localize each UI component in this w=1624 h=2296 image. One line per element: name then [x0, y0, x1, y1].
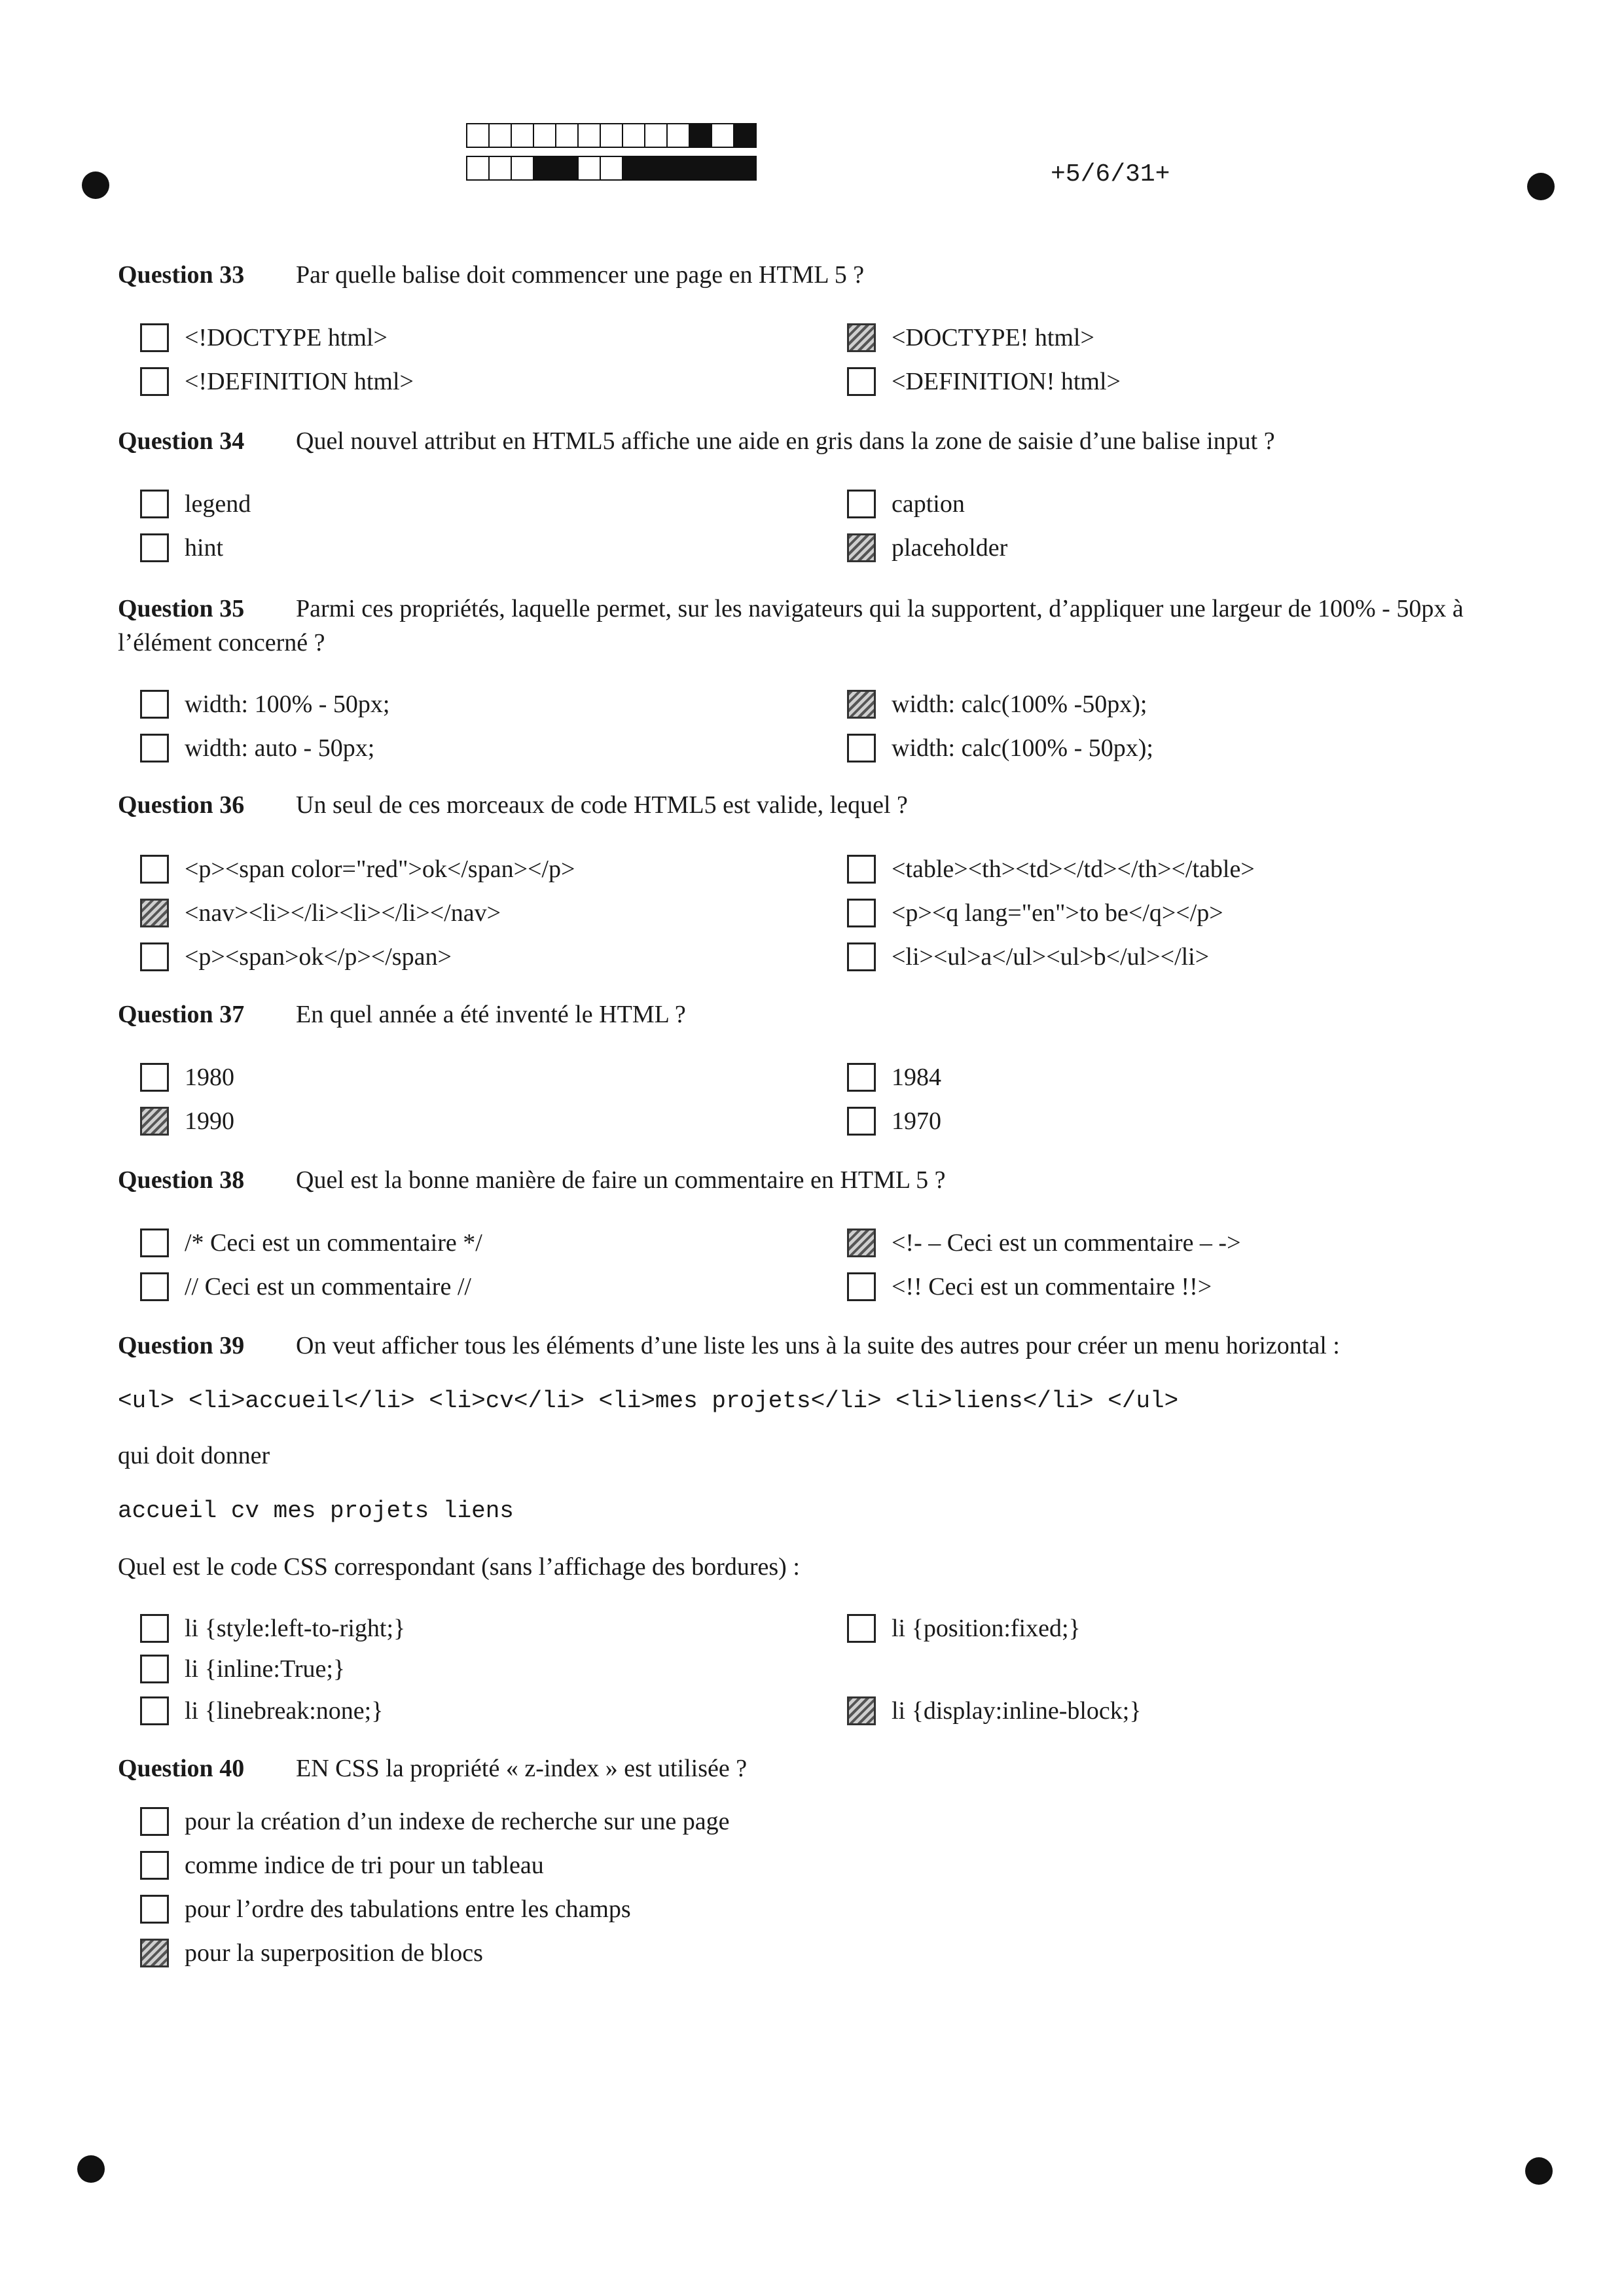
question-text: Un seul de ces morceaux de code HTML5 est valide, lequel ? [296, 791, 908, 819]
checkbox[interactable] [140, 734, 169, 762]
checkbox[interactable] [847, 1614, 876, 1643]
barcode-cell [601, 123, 623, 148]
checkbox[interactable] [140, 1696, 169, 1725]
barcode-cell [690, 156, 712, 181]
option-label: legend [185, 490, 251, 518]
q35-option-4[interactable] [847, 734, 1153, 762]
barcode-cell [466, 123, 490, 148]
barcode-cell [623, 156, 645, 181]
option-label: // Ceci est un commentaire // [185, 1273, 471, 1300]
follow-up-question: Quel est le code CSS correspondant (sans l’affichage des bordures) : [118, 1553, 800, 1581]
checkbox[interactable] [140, 1655, 169, 1683]
q33-option-4[interactable] [847, 367, 1121, 396]
option-label: li {inline:True;} [185, 1655, 346, 1683]
barcode-cell [490, 123, 512, 148]
q38-option-4[interactable] [847, 1272, 1212, 1301]
checkbox[interactable] [140, 367, 169, 396]
checkbox[interactable] [847, 690, 876, 719]
registration-mark-top-right [1527, 173, 1555, 200]
option-label: width: auto - 50px; [185, 734, 375, 762]
question-text: Parmi ces propriétés, laquelle permet, sur les navigateurs qui la supportent, d’appliquer une largeur de 100% - 50px à l’élément concerné ? [118, 595, 1464, 656]
checkbox[interactable] [140, 1851, 169, 1880]
option-label: <!DEFINITION html> [185, 368, 414, 395]
barcode-cell [579, 123, 601, 148]
option-label: <!DOCTYPE html> [185, 324, 388, 351]
option-label: li {linebreak:none;} [185, 1697, 384, 1725]
checkbox[interactable] [847, 490, 876, 518]
question-number: Question 40 [118, 1755, 245, 1782]
checkbox[interactable] [847, 1272, 876, 1301]
q40-option-2[interactable] [140, 1851, 544, 1880]
q38-option-2[interactable] [847, 1229, 1241, 1257]
q34-option-1[interactable] [140, 490, 251, 518]
question-35-header [118, 592, 1519, 660]
registration-mark-bottom-right [1525, 2157, 1553, 2185]
q36-option-5[interactable] [140, 942, 452, 971]
option-label: pour l’ordre des tabulations entre les champs [185, 1895, 631, 1923]
q34-option-4[interactable] [847, 533, 1007, 562]
option-label: 1980 [185, 1064, 234, 1091]
barcode-cell [534, 123, 556, 148]
option-label: li {style:left-to-right;} [185, 1615, 406, 1642]
option-label: 1990 [185, 1107, 234, 1135]
option-label: <table><th><td></td></th></table> [892, 855, 1255, 883]
intermediate-text: qui doit donner [118, 1442, 270, 1469]
question-number: Question 37 [118, 1001, 245, 1028]
option-label: <p><span>ok</p></span> [185, 943, 452, 971]
checkbox[interactable] [140, 1107, 169, 1136]
question-37-header [118, 1000, 686, 1029]
q40-option-1[interactable] [140, 1807, 729, 1836]
question-34-header [118, 427, 1275, 456]
option-label: li {position:fixed;} [892, 1615, 1081, 1642]
q39-option-1[interactable] [140, 1614, 405, 1643]
q35-option-2[interactable] [847, 690, 1147, 719]
q38-option-1[interactable] [140, 1229, 482, 1257]
option-label: <DOCTYPE! html> [892, 324, 1094, 351]
barcode-cell [645, 156, 668, 181]
option-label: width: calc(100% -50px); [892, 691, 1147, 718]
q37-option-1[interactable] [140, 1063, 234, 1092]
checkbox[interactable] [140, 1807, 169, 1836]
checkbox[interactable] [140, 1272, 169, 1301]
barcode-cell [556, 156, 579, 181]
option-label: <p><span color="red">ok</span></p> [185, 855, 575, 883]
registration-mark-bottom-left [77, 2155, 105, 2183]
question-number: Question 36 [118, 791, 245, 819]
checkbox[interactable] [140, 1063, 169, 1092]
checkbox[interactable] [140, 942, 169, 971]
barcode-cell [712, 156, 734, 181]
barcode-cell [512, 156, 534, 181]
checkbox[interactable] [847, 899, 876, 927]
q39-option-4[interactable] [140, 1696, 383, 1725]
question-40-header [118, 1754, 747, 1783]
checkbox[interactable] [847, 1696, 876, 1725]
q39-option-3[interactable] [140, 1655, 345, 1683]
checkbox[interactable] [847, 1063, 876, 1092]
barcode-cell [466, 156, 490, 181]
question-text: EN CSS la propriété « z-index » est utilisée ? [296, 1755, 748, 1782]
checkbox[interactable] [140, 1895, 169, 1924]
q38-option-3[interactable] [140, 1272, 471, 1301]
q37-option-4[interactable] [847, 1107, 941, 1136]
checkbox[interactable] [847, 1107, 876, 1136]
checkbox[interactable] [847, 855, 876, 884]
question-text: Quel nouvel attribut en HTML5 affiche une aide en gris dans la zone de saisie d’une balise input ? [296, 427, 1275, 455]
barcode-cell [556, 123, 579, 148]
q37-option-2[interactable] [847, 1063, 941, 1092]
q34-option-2[interactable] [847, 490, 965, 518]
question-number: Question 35 [118, 595, 245, 622]
q33-option-1[interactable] [140, 323, 388, 352]
q39-option-5[interactable] [847, 1696, 1142, 1725]
q36-option-3[interactable] [140, 899, 501, 927]
q40-option-4[interactable] [140, 1939, 483, 1967]
option-label: placeholder [892, 534, 1008, 562]
code-example-list: <ul> <li>accueil</li> <li>cv</li> <li>mes projets</li> <li>liens</li> </ul> [118, 1388, 1179, 1414]
question-number: Question 38 [118, 1166, 245, 1194]
option-label: pour la superposition de blocs [185, 1939, 483, 1967]
question-36-header [118, 791, 908, 819]
question-33-header [118, 260, 864, 289]
q33-option-3[interactable] [140, 367, 414, 396]
option-label: li {display:inline-block;} [892, 1697, 1142, 1725]
option-label: caption [892, 490, 965, 518]
option-label: comme indice de tri pour un tableau [185, 1852, 544, 1879]
barcode-cell [668, 156, 690, 181]
option-label: hint [185, 534, 224, 562]
q36-option-1[interactable] [140, 855, 575, 884]
barcode-cell [668, 123, 690, 148]
checkbox[interactable] [140, 533, 169, 562]
q40-option-3[interactable] [140, 1895, 631, 1924]
option-label: <!- – Ceci est un commentaire – -> [892, 1229, 1241, 1257]
question-number: Question 39 [118, 1332, 245, 1359]
option-label: <!! Ceci est un commentaire !!> [892, 1273, 1212, 1300]
question-text: En quel année a été inventé le HTML ? [296, 1001, 686, 1028]
checkbox[interactable] [847, 533, 876, 562]
code-example-output: accueil cv mes projets liens [118, 1498, 514, 1524]
checkbox[interactable] [847, 942, 876, 971]
checkbox[interactable] [847, 734, 876, 762]
checkbox[interactable] [140, 490, 169, 518]
barcode-cell [534, 156, 556, 181]
q33-option-2[interactable] [847, 323, 1094, 352]
barcode-cell [579, 156, 601, 181]
q36-option-2[interactable] [847, 855, 1255, 884]
option-label: 1984 [892, 1064, 941, 1091]
checkbox[interactable] [140, 1614, 169, 1643]
barcode-row-2 [466, 156, 757, 179]
option-label: /* Ceci est un commentaire */ [185, 1229, 482, 1257]
q34-option-3[interactable] [140, 533, 223, 562]
option-label: <li><ul>a</ul><ul>b</ul></li> [892, 943, 1210, 971]
question-text: Quel est la bonne manière de faire un commentaire en HTML 5 ? [296, 1166, 946, 1194]
barcode-cell [712, 123, 734, 148]
option-label: width: calc(100% - 50px); [892, 734, 1153, 762]
barcode-cell [490, 156, 512, 181]
barcode-cell [512, 123, 534, 148]
barcode-cell [734, 156, 757, 181]
option-label: <DEFINITION! html> [892, 368, 1121, 395]
question-39-header [118, 1331, 1340, 1360]
checkbox[interactable] [847, 367, 876, 396]
q36-option-6[interactable] [847, 942, 1209, 971]
q37-option-3[interactable] [140, 1107, 234, 1136]
barcode-cell [623, 123, 645, 148]
checkbox[interactable] [140, 323, 169, 352]
question-number: Question 33 [118, 261, 245, 289]
registration-mark-top-left [82, 171, 109, 199]
option-label: width: 100% - 50px; [185, 691, 390, 718]
barcode-cell [601, 156, 623, 181]
question-38-header [118, 1166, 946, 1194]
checkbox[interactable] [140, 855, 169, 884]
barcode-row-1 [466, 123, 757, 147]
option-label: pour la création d’un indexe de recherche sur une page [185, 1808, 730, 1835]
q36-option-4[interactable] [847, 899, 1223, 927]
checkbox[interactable] [140, 1229, 169, 1257]
barcode-cell [645, 123, 668, 148]
q39-option-2[interactable] [847, 1614, 1081, 1643]
option-label: 1970 [892, 1107, 941, 1135]
checkbox[interactable] [140, 690, 169, 719]
question-text: Par quelle balise doit commencer une page en HTML 5 ? [296, 261, 865, 289]
q35-option-1[interactable] [140, 690, 389, 719]
checkbox[interactable] [140, 1939, 169, 1967]
option-label: <nav><li></li><li></li></nav> [185, 899, 501, 927]
question-number: Question 34 [118, 427, 245, 455]
checkbox[interactable] [847, 1229, 876, 1257]
question-text: On veut afficher tous les éléments d’une liste les uns à la suite des autres pour créer un menu horizontal : [296, 1332, 1340, 1359]
barcode-cell [690, 123, 712, 148]
q35-option-3[interactable] [140, 734, 374, 762]
barcode-cell [734, 123, 757, 148]
checkbox[interactable] [140, 899, 169, 927]
checkbox[interactable] [847, 323, 876, 352]
page-id: +5/6/31+ [1051, 160, 1170, 188]
option-label: <p><q lang="en">to be</q></p> [892, 899, 1223, 927]
